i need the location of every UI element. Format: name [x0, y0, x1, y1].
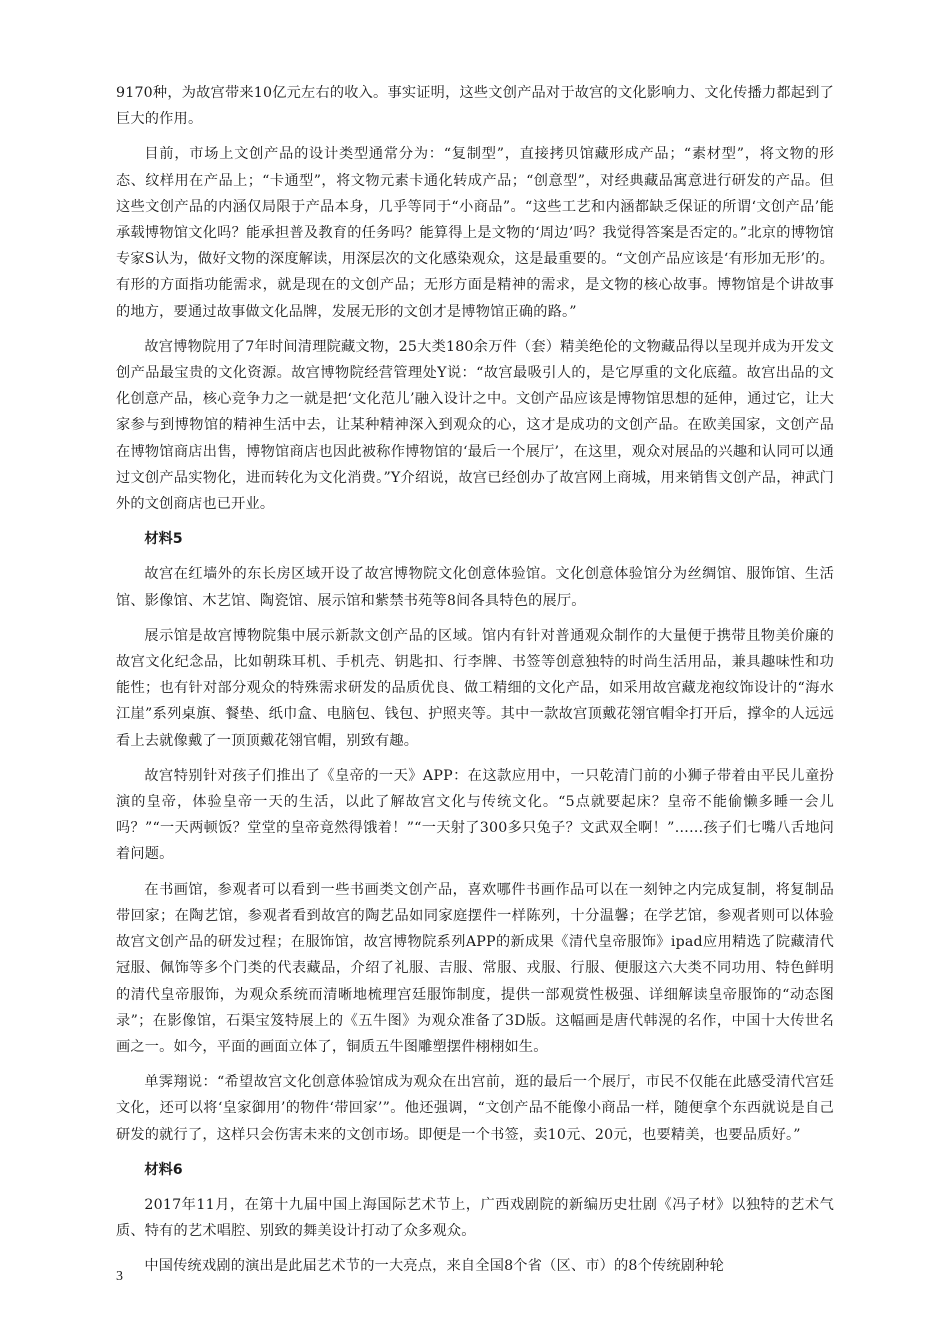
paragraph-exhibition-hall: 展示馆是故宫博物院集中展示新款文创产品的区域。馆内有针对普通观众制作的大量便于携带且物美价廉的故宫文化纪念品，比如朝珠耳机、手机壳、钥匙扣、行李牌、书签等创意独特的时尚生活用品，兼具趣味性和功能性；也有针对部分观众的特殊需求研发的品质优良、做工精细的文化产品，如采用故宫藏龙袍纹饰设计的“海水江崖”系列桌旗、餐垫、纸巾盒、电脑包、钱包、护照夹等。其中一款故宫顶戴花翎官帽伞打开后，撑伞的人远远看上去就像戴了一顶顶戴花翎官帽，别致有趣。 — [116, 627, 834, 749]
paragraph-palace-museum-collection: 故宫博物院用了7年时间清理院藏文物，25大类180余万件（套）精美绝伦的文物藏品得以呈现并成为开发文创产品最宝贵的文化资源。故宫博物院经营管理处Y说：“故宫最吸引人的，是它厚重的文化底蕴。故宫出品的文化创意产品，核心竞争力之一就是把‘文化范儿’融入设计之中。文创产品应该是博物馆思想的延伸，通过它，让大家参与到博物馆的精神生活中去，让某种精神深入到观众的心，这才是成功的文创产品。在欧美国家，文创产品在博物馆商店出售，博物馆商店也因此被称作博物馆的‘最后一个展厅’，在这里，观众对展品的兴趣和认同可以通过文创产品实物化，进而转化为文化消费。”Y介绍说，故宫已经创办了故宫网上商城，用来销售文创产品，神武门外的文创商店也已开业。 — [116, 338, 834, 513]
page-number: 3 — [116, 1269, 123, 1284]
section-heading-material-6: 材料6 — [144, 1161, 183, 1178]
document-body — [116, 80, 834, 1289]
paragraph-halls-tour: 在书画馆，参观者可以看到一些书画类文创产品，喜欢哪件书画作品可以在一刻钟之内完成复制，将复制品带回家；在陶艺馆，参观者看到故宫的陶艺品如同家庭摆件一样陈列，十分温馨；在学艺馆，参观者则可以体验故宫文创产品的研发过程；在服饰馆，故宫博物院系列APP的新成果《清代皇帝服饰》ipad应用精选了院藏清代冠服、佩饰等多个门类的代表藏品，介绍了礼服、吉服、常服、戎服、行服、便服这六大类不同功用、特色鲜明的清代皇帝服饰，为观众系统而清晰地梳理宫廷服饰制度，提供一部观赏性极强、详细解读皇帝服饰的“动态图录”；在影像馆，石渠宝笈特展上的《五牛图》为观众准备了3D版。这幅画是唐代韩滉的名作，中国十大传世名画之一。如今，平面的画面立体了，铜质五牛图雕塑摆件栩栩如生。 — [116, 881, 834, 1055]
paragraph-continuation: 9170种，为故宫带来10亿元左右的收入。事实证明，这些文创产品对于故宫的文化影响力、文化传播力都起到了巨大的作用。 — [116, 85, 834, 128]
paragraph-art-festival: 2017年11月，在第十九届中国上海国际艺术节上，广西戏剧院的新编历史壮剧《冯子材》以独特的艺术气质、特有的艺术唱腔、别致的舞美设计打动了众多观众。 — [116, 1196, 834, 1240]
paragraph-shan-jixiang-quote: 单霁翔说：“希望故宫文化创意体验馆成为观众在出宫前，逛的最后一个展厅，市民不仅能在此感受清代宫廷文化，还可以将‘皇家御用’的物件‘带回家’”。他还强调，“文创产品不能像小商品一样，随便拿个东西就说是自己研发的就行了，这样只会伤害未来的文创市场。即便是一个书签，卖10元、20元，也要精美，也要品质好。” — [116, 1074, 834, 1143]
paragraph-design-types: 目前，市场上文创产品的设计类型通常分为：“复制型”，直接拷贝馆藏形成产品；“素材型”，将文物的形态、纹样用在产品上；“卡通型”，将文物元素卡通化转成产品；“创意型”，对经典藏品寓意进行研发的产品。但这些文创产品的内涵仅局限于产品本身，几乎等同于“小商品”。“这些工艺和内涵都缺乏保证的所谓‘文创产品’能承载博物馆文化吗？能承担普及教育的任务吗？能算得上是文物的‘周边’吗？我觉得答案是否定的。”北京的博物馆专家S认为，做好文物的深度解读，用深层次的文化感染观众，这是最重要的。“文创产品应该是‘有形加无形’的。有形的方面指功能需求，就是现在的文创产品；无形方面是精神的需求，是文物的核心故事。博物馆是个讲故事的地方，要通过故事做文化品牌，发展无形的文创才是博物馆正确的路。” — [116, 146, 834, 320]
paragraph-experience-hall: 故宫在红墙外的东长房区域开设了故宫博物院文化创意体验馆。文化创意体验馆分为丝绸馆、服饰馆、生活馆、影像馆、木艺馆、陶瓷馆、展示馆和紫禁书苑等8间各具特色的展厅。 — [116, 566, 834, 609]
paragraph-traditional-opera: 中国传统戏剧的演出是此届艺术节的一大亮点，来自全国8个省（区、市）的8个传统剧种轮 — [144, 1258, 724, 1275]
paragraph-emperor-app: 故宫特别针对孩子们推出了《皇帝的一天》APP：在这款应用中，一只乾清门前的小狮子带着由平民儿童扮演的皇帝，体验皇帝一天的生活，以此了解故宫文化与传统文化。“5点就要起床？皇帝不能偷懒多睡一会儿吗？”“一天两顿饭？堂堂的皇帝竟然得饿着！”“一天射了300多只兔子？文武双全啊！”……孩子们七嘴八舌地问着问题。 — [116, 767, 834, 863]
section-heading-material-5: 材料5 — [144, 531, 183, 548]
